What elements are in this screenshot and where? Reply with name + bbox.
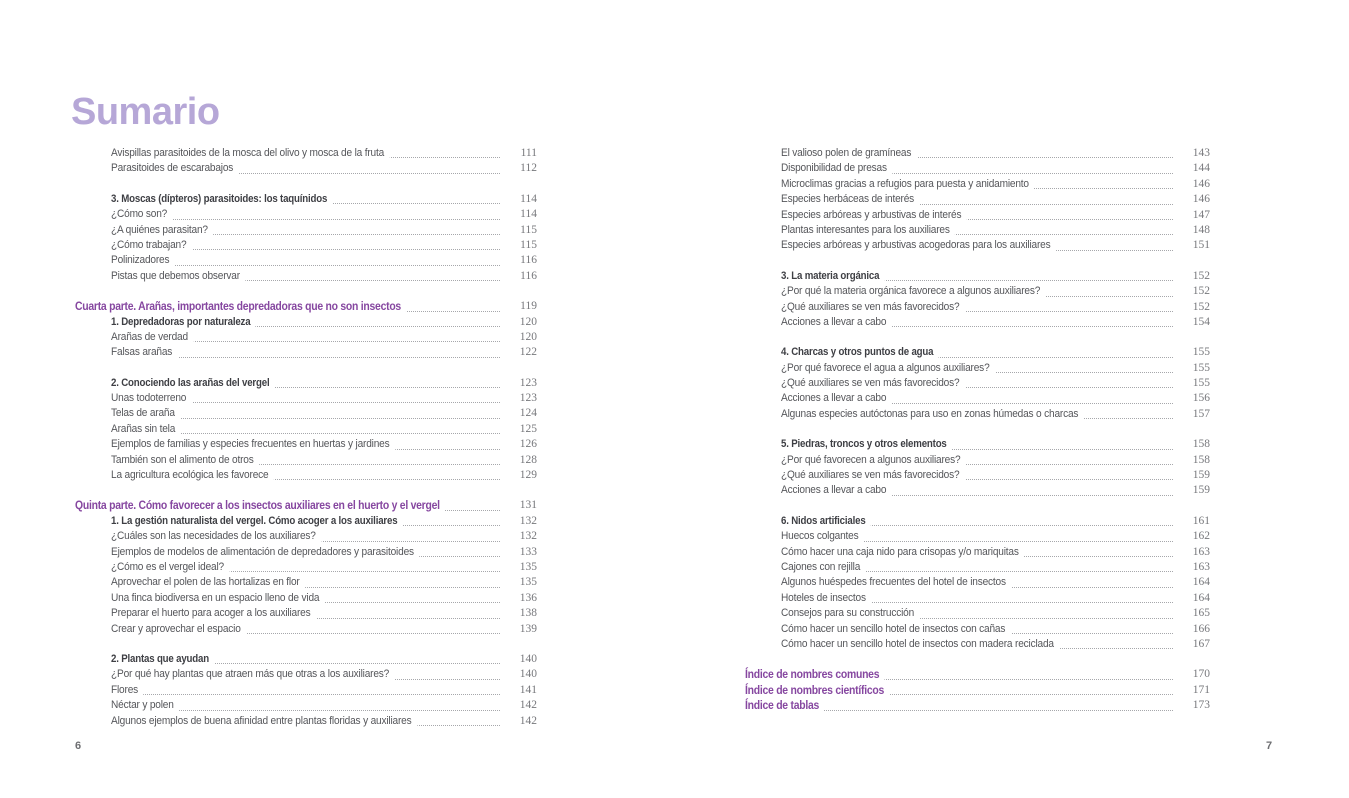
toc-entry (75, 714, 537, 729)
toc-entry-label: 4. Charcas y otros puntos de agua (781, 345, 939, 360)
toc-entry-page: 132 (502, 514, 537, 529)
toc-entry-label: Parasitoides de escarabajos (111, 161, 239, 176)
toc-entry (75, 437, 537, 452)
toc-entry-label: Hoteles de insectos (781, 591, 871, 606)
toc-entry (75, 514, 537, 529)
toc-entry-page: 158 (1175, 453, 1210, 468)
toc-entry-label: Algunas especies autóctonas para uso en zonas húmedas o charcas (781, 407, 1084, 422)
toc-entry-label: ¿Qué auxiliares se ven más favorecidos? (781, 376, 965, 391)
toc-entry-page: 155 (1175, 376, 1210, 391)
toc-entry (745, 575, 1210, 590)
toc-entry-label: Cajones con rejilla (781, 560, 866, 575)
toc-entry-label: Índice de tablas (745, 698, 824, 713)
toc-entry-label: Especies arbóreas y arbustivas acogedoras para los auxiliares (781, 238, 1056, 253)
toc-entry-label: ¿Cómo es el vergel ideal? (111, 560, 229, 575)
toc-entry (745, 376, 1210, 391)
toc-entry-label: Cómo hacer una caja nido para crisopas y/o mariquitas (781, 545, 1024, 560)
toc-entry (745, 529, 1210, 544)
toc-entry-page: 119 (502, 299, 537, 314)
toc-entry (745, 177, 1210, 192)
toc-entry-page: 142 (502, 698, 537, 713)
toc-entry (75, 299, 537, 314)
toc-entry-label: Consejos para su construcción (781, 606, 920, 621)
toc-entry (745, 269, 1210, 284)
toc-entry-page: 173 (1175, 698, 1210, 713)
toc-entry-page: 122 (502, 345, 537, 360)
toc-entry (75, 315, 537, 330)
toc-entry-label: Flores (111, 683, 144, 698)
toc-entry (75, 622, 537, 637)
toc-entry-page: 144 (1175, 161, 1210, 176)
toc-entry-page: 114 (502, 192, 537, 207)
toc-entry-label: Arañas de verdad (111, 330, 193, 345)
toc-entry-page: 114 (502, 207, 537, 222)
toc-entry (75, 529, 537, 544)
toc-entry-page: 161 (1175, 514, 1210, 529)
toc-entry (75, 345, 537, 360)
toc-entry-page: 120 (502, 315, 537, 330)
toc-entry-label: Falsas arañas (111, 345, 178, 360)
toc-entry (745, 223, 1210, 238)
toc-entry-label: Polinizadores (111, 253, 175, 268)
toc-entry-page: 135 (502, 560, 537, 575)
toc-entry (75, 606, 537, 621)
toc-entry (75, 376, 537, 391)
toc-entry-label: 3. Moscas (dípteros) parasitoides: los taquínidos (111, 192, 332, 207)
toc-entry-page: 111 (502, 146, 537, 161)
toc-entry-label: ¿Qué auxiliares se ven más favorecidos? (781, 300, 965, 315)
toc-entry (745, 683, 1210, 698)
toc-entry-page: 167 (1175, 637, 1210, 652)
toc-entry-page: 158 (1175, 437, 1210, 452)
toc-entry-page: 157 (1175, 407, 1210, 422)
toc-entry (745, 208, 1210, 223)
toc-entry (745, 483, 1210, 498)
toc-entry-page: 147 (1175, 208, 1210, 223)
toc-entry-label: Quinta parte. Cómo favorecer a los insectos auxiliares en el huerto y el vergel (75, 498, 445, 513)
toc-entry-label: Cómo hacer un sencillo hotel de insectos con madera reciclada (781, 637, 1059, 652)
toc-entry-page: 133 (502, 545, 537, 560)
toc-entry-page: 164 (1175, 575, 1210, 590)
toc-entry-page: 120 (502, 330, 537, 345)
toc-entry-label: ¿Cómo son? (111, 207, 173, 222)
toc-entry (745, 622, 1210, 637)
toc-entry (75, 391, 537, 406)
toc-entry-page: 159 (1175, 483, 1210, 498)
toc-entry-label: Crear y aprovechar el espacio (111, 622, 246, 637)
toc-entry-page: 131 (502, 498, 537, 513)
toc-entry-label: Unas todoterreno (111, 391, 192, 406)
toc-entry-page: 155 (1175, 361, 1210, 376)
toc-entry-page: 152 (1175, 269, 1210, 284)
toc-entry (75, 545, 537, 560)
toc-entry (745, 238, 1210, 253)
toc-entry (745, 667, 1210, 682)
toc-entry-label: Especies arbóreas y arbustivas de interés (781, 208, 967, 223)
toc-entry-label: ¿Por qué favorece el agua a algunos auxiliares? (781, 361, 995, 376)
toc-entry-label: Índice de nombres comunes (745, 667, 884, 682)
toc-entry-page: 146 (1175, 177, 1210, 192)
toc-entry (745, 545, 1210, 560)
toc-entry-page: 112 (502, 161, 537, 176)
toc-entry (75, 422, 537, 437)
toc-entry-page: 116 (502, 253, 537, 268)
toc-entry-label: ¿Por qué favorecen a algunos auxiliares? (781, 453, 966, 468)
toc-entry-label: Cómo hacer un sencillo hotel de insectos con cañas (781, 622, 1011, 637)
toc-entry-label: ¿Cómo trabajan? (111, 238, 192, 253)
toc-entry-page: 162 (1175, 529, 1210, 544)
toc-entry-label: Microclimas gracias a refugios para puesta y anidamiento (781, 177, 1034, 192)
toc-entry-label: 3. La materia orgánica (781, 269, 885, 284)
toc-entry-label: ¿Cuáles son las necesidades de los auxiliares? (111, 529, 321, 544)
toc-entry-page: 140 (502, 652, 537, 667)
toc-entry (745, 284, 1210, 299)
toc-entry-page: 151 (1175, 238, 1210, 253)
toc-entry (745, 437, 1210, 452)
toc-entry (75, 453, 537, 468)
toc-entry (75, 207, 537, 222)
toc-entry (75, 667, 537, 682)
toc-entry-label: 2. Plantas que ayudan (111, 652, 214, 667)
toc-entry (75, 468, 537, 483)
toc-entry-label: La agricultura ecológica les favorece (111, 468, 274, 483)
toc-entry-label: Cuarta parte. Arañas, importantes depredadoras que no son insectos (75, 299, 406, 314)
toc-entry (75, 652, 537, 667)
toc-entry-page: 170 (1175, 667, 1210, 682)
toc-entry-page: 163 (1175, 560, 1210, 575)
toc-entry-label: Algunos ejemplos de buena afinidad entre plantas floridas y auxiliares (111, 714, 417, 729)
toc-entry-page: 141 (502, 683, 537, 698)
toc-entry-page: 136 (502, 591, 537, 606)
page-title: Sumario (71, 91, 220, 134)
toc-entry-label: Acciones a llevar a cabo (781, 391, 892, 406)
toc-entry-page: 139 (502, 622, 537, 637)
toc-entry-label: 2. Conociendo las arañas del vergel (111, 376, 275, 391)
toc-entry-label: Preparar el huerto para acoger a los auxiliares (111, 606, 316, 621)
toc-entry (75, 161, 537, 176)
toc-entry-label: ¿Qué auxiliares se ven más favorecidos? (781, 468, 965, 483)
toc-entry (745, 606, 1210, 621)
toc-entry-page: 155 (1175, 345, 1210, 360)
toc-entry (75, 683, 537, 698)
toc-entry-page: 152 (1175, 300, 1210, 315)
toc-entry-page: 115 (502, 238, 537, 253)
toc-entry-page: 125 (502, 422, 537, 437)
toc-entry (745, 514, 1210, 529)
toc-entry-label: Aprovechar el polen de las hortalizas en flor (111, 575, 305, 590)
toc-entry-label: Índice de nombres científicos (745, 683, 889, 698)
toc-entry-page: 163 (1175, 545, 1210, 560)
toc-entry (745, 468, 1210, 483)
dotted-leader (111, 694, 500, 695)
toc-entry (75, 330, 537, 345)
toc-entry (75, 223, 537, 238)
toc-entry-label: Ejemplos de modelos de alimentación de depredadores y parasitoides (111, 545, 419, 560)
toc-entry (75, 575, 537, 590)
toc-entry-label: Especies herbáceas de interés (781, 192, 920, 207)
toc-entry (745, 146, 1210, 161)
toc-entry-page: 148 (1175, 223, 1210, 238)
toc-entry-label: Algunos huéspedes frecuentes del hotel de insectos (781, 575, 1011, 590)
toc-entry (75, 591, 537, 606)
toc-entry-label: 1. La gestión naturalista del vergel. Cómo acoger a los auxiliares (111, 514, 403, 529)
toc-entry-label: Huecos colgantes (781, 529, 864, 544)
toc-entry (745, 361, 1210, 376)
toc-entry-page: 132 (502, 529, 537, 544)
toc-column-left (75, 146, 537, 729)
toc-entry (75, 253, 537, 268)
toc-entry-page: 128 (502, 453, 537, 468)
toc-entry (745, 560, 1210, 575)
toc-entry-label: 5. Piedras, troncos y otros elementos (781, 437, 952, 452)
toc-entry-label: ¿Por qué hay plantas que atraen más que otras a los auxiliares? (111, 667, 395, 682)
toc-entry (75, 406, 537, 421)
toc-entry-page: 154 (1175, 315, 1210, 330)
toc-entry (75, 560, 537, 575)
toc-entry-label: Néctar y polen (111, 698, 179, 713)
toc-entry-page: 116 (502, 269, 537, 284)
toc-entry (75, 269, 537, 284)
toc-entry (745, 161, 1210, 176)
toc-entry-page: 152 (1175, 284, 1210, 299)
toc-entry-page: 143 (1175, 146, 1210, 161)
toc-entry (745, 192, 1210, 207)
toc-entry-page: 140 (502, 667, 537, 682)
toc-entry (745, 407, 1210, 422)
toc-entry-label: Telas de araña (111, 406, 180, 421)
toc-entry-page: 165 (1175, 606, 1210, 621)
toc-entry-label: 1. Depredadoras por naturaleza (111, 315, 256, 330)
toc-entry-page: 142 (502, 714, 537, 729)
toc-entry (745, 300, 1210, 315)
toc-entry (75, 498, 537, 513)
toc-entry-page: 123 (502, 391, 537, 406)
toc-entry (75, 192, 537, 207)
toc-entry-page: 146 (1175, 192, 1210, 207)
toc-entry-page: 171 (1175, 683, 1210, 698)
toc-entry (745, 315, 1210, 330)
toc-entry-page: 135 (502, 575, 537, 590)
toc-entry-page: 159 (1175, 468, 1210, 483)
toc-entry-label: El valioso polen de gramíneas (781, 146, 917, 161)
toc-entry-page: 164 (1175, 591, 1210, 606)
page-number-left: 6 (75, 740, 82, 752)
toc-entry-page: 123 (502, 376, 537, 391)
toc-entry (745, 391, 1210, 406)
toc-entry (745, 453, 1210, 468)
toc-entry-label: Acciones a llevar a cabo (781, 315, 892, 330)
toc-entry-page: 156 (1175, 391, 1210, 406)
toc-entry-label: Plantas interesantes para los auxiliares (781, 223, 955, 238)
toc-entry-page: 129 (502, 468, 537, 483)
toc-entry-page: 166 (1175, 622, 1210, 637)
toc-entry-label: ¿A quiénes parasitan? (111, 223, 213, 238)
toc-entry-label: Una finca biodiversa en un espacio lleno de vida (111, 591, 325, 606)
toc-entry-label: ¿Por qué la materia orgánica favorece a algunos auxiliares? (781, 284, 1046, 299)
page-number-right: 7 (1266, 740, 1273, 752)
toc-entry-label: Avispillas parasitoides de la mosca del olivo y mosca de la fruta (111, 146, 390, 161)
toc-entry-label: Disponibilidad de presas (781, 161, 892, 176)
toc-entry (75, 698, 537, 713)
toc-entry (745, 345, 1210, 360)
toc-entry (745, 591, 1210, 606)
toc-entry-label: Acciones a llevar a cabo (781, 483, 892, 498)
toc-entry (75, 146, 537, 161)
toc-column-right (745, 146, 1210, 714)
toc-entry-page: 115 (502, 223, 537, 238)
toc-entry-label: Ejemplos de familias y especies frecuentes en huertas y jardines (111, 437, 395, 452)
toc-entry-page: 138 (502, 606, 537, 621)
toc-entry (745, 698, 1210, 713)
toc-entry-page: 124 (502, 406, 537, 421)
toc-entry-label: Arañas sin tela (111, 422, 181, 437)
toc-entry (745, 637, 1210, 652)
toc-entry-label: 6. Nidos artificiales (781, 514, 871, 529)
toc-entry-page: 126 (502, 437, 537, 452)
toc-entry-label: También son el alimento de otros (111, 453, 259, 468)
toc-entry (75, 238, 537, 253)
toc-entry-label: Pistas que debemos observar (111, 269, 245, 284)
